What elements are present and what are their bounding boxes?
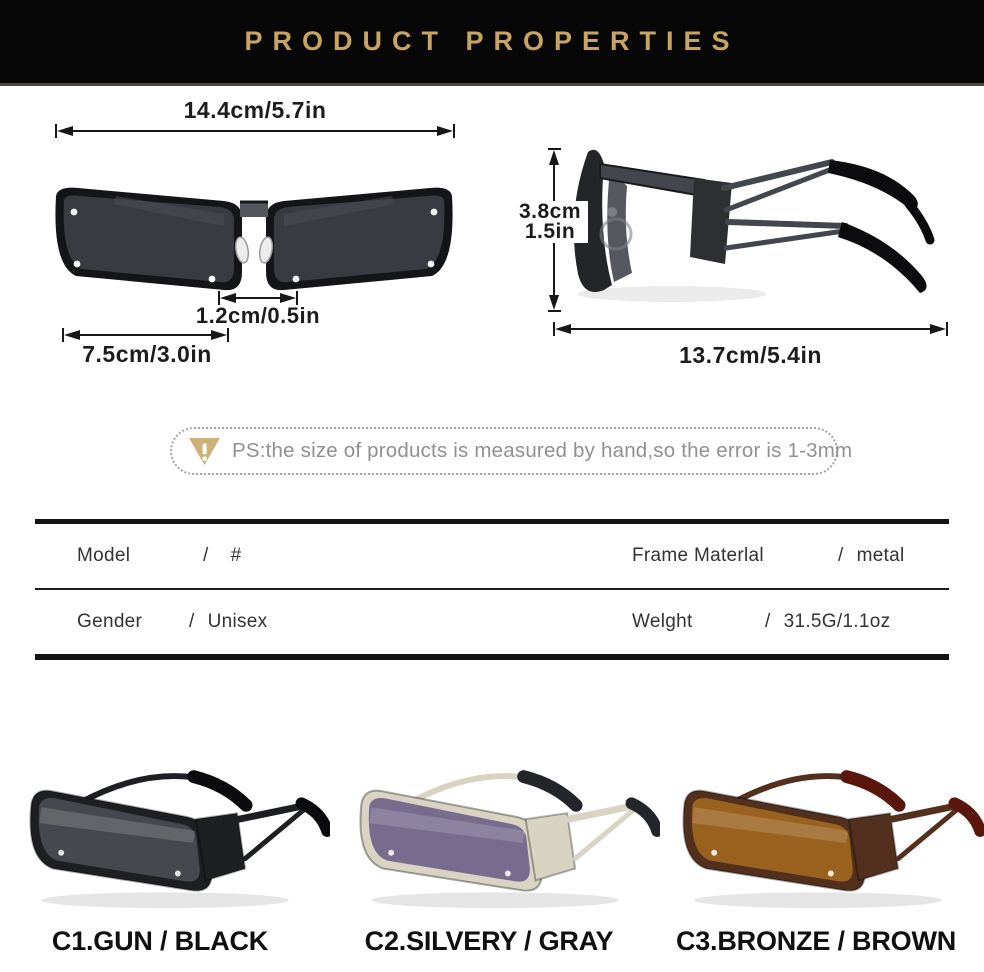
spec-table-row [35,524,949,590]
spec-gender-label: Gender [77,611,143,632]
temple-length-label: 13.7cm/5.4in [679,342,822,368]
spec-frame-material [492,545,949,567]
warning-triangle-icon [188,437,221,466]
height-label-cm: 3.8cm [518,200,582,223]
height-label [512,201,588,243]
sunglasses-front-view-photo [44,170,464,298]
variant-photo-gun-black [0,742,330,920]
lens-width-label: 7.5cm/3.0in [82,341,212,367]
temple-length-arrow-icon [553,321,948,337]
measurement-note-text: PS:the size of products is measured by hand,so the error is 1-3mm [232,439,853,462]
front-width-arrow-icon [55,123,455,139]
spec-weight-label: Welght [632,611,693,632]
spec-model-label: Model [77,545,131,566]
spec-weight-value: 31.5G/1.1oz [783,611,891,632]
spec-model-value: # [230,545,242,566]
variant-label-gun-black: C1.GUN / BLACK [51,926,269,956]
spec-gender-value: Unisex [207,611,268,632]
spec-frame-material-value: metal [856,545,905,566]
variant-photo-bronze-brown [652,742,984,920]
variant-label-bronze-brown: C3.BRONZE / BROWN [675,926,957,956]
spec-table-row [35,590,949,654]
banner [0,0,984,86]
variant-photo-silvery-gray [330,742,660,920]
spec-gender [35,611,492,633]
spec-frame-material-separator: / [838,545,844,566]
spec-frame-material-label: Frame Materlal [632,545,764,566]
measurement-note [170,427,853,475]
spec-model [35,545,492,567]
sunglasses-side-view-photo [552,142,964,317]
spec-weight [492,611,949,633]
front-width-label: 14.4cm/5.7in [183,97,327,123]
bridge-width-label: 1.2cm/0.5in [195,303,321,328]
page-title: PRODUCT PROPERTIES [244,26,740,56]
spec-table [35,519,949,660]
spec-gender-separator: / [189,611,195,632]
spec-weight-separator: / [765,611,771,632]
height-label-in: 1.5in [524,220,576,243]
spec-model-separator: / [203,545,209,566]
variant-label-silvery-gray: C2.SILVERY / GRAY [364,926,614,956]
